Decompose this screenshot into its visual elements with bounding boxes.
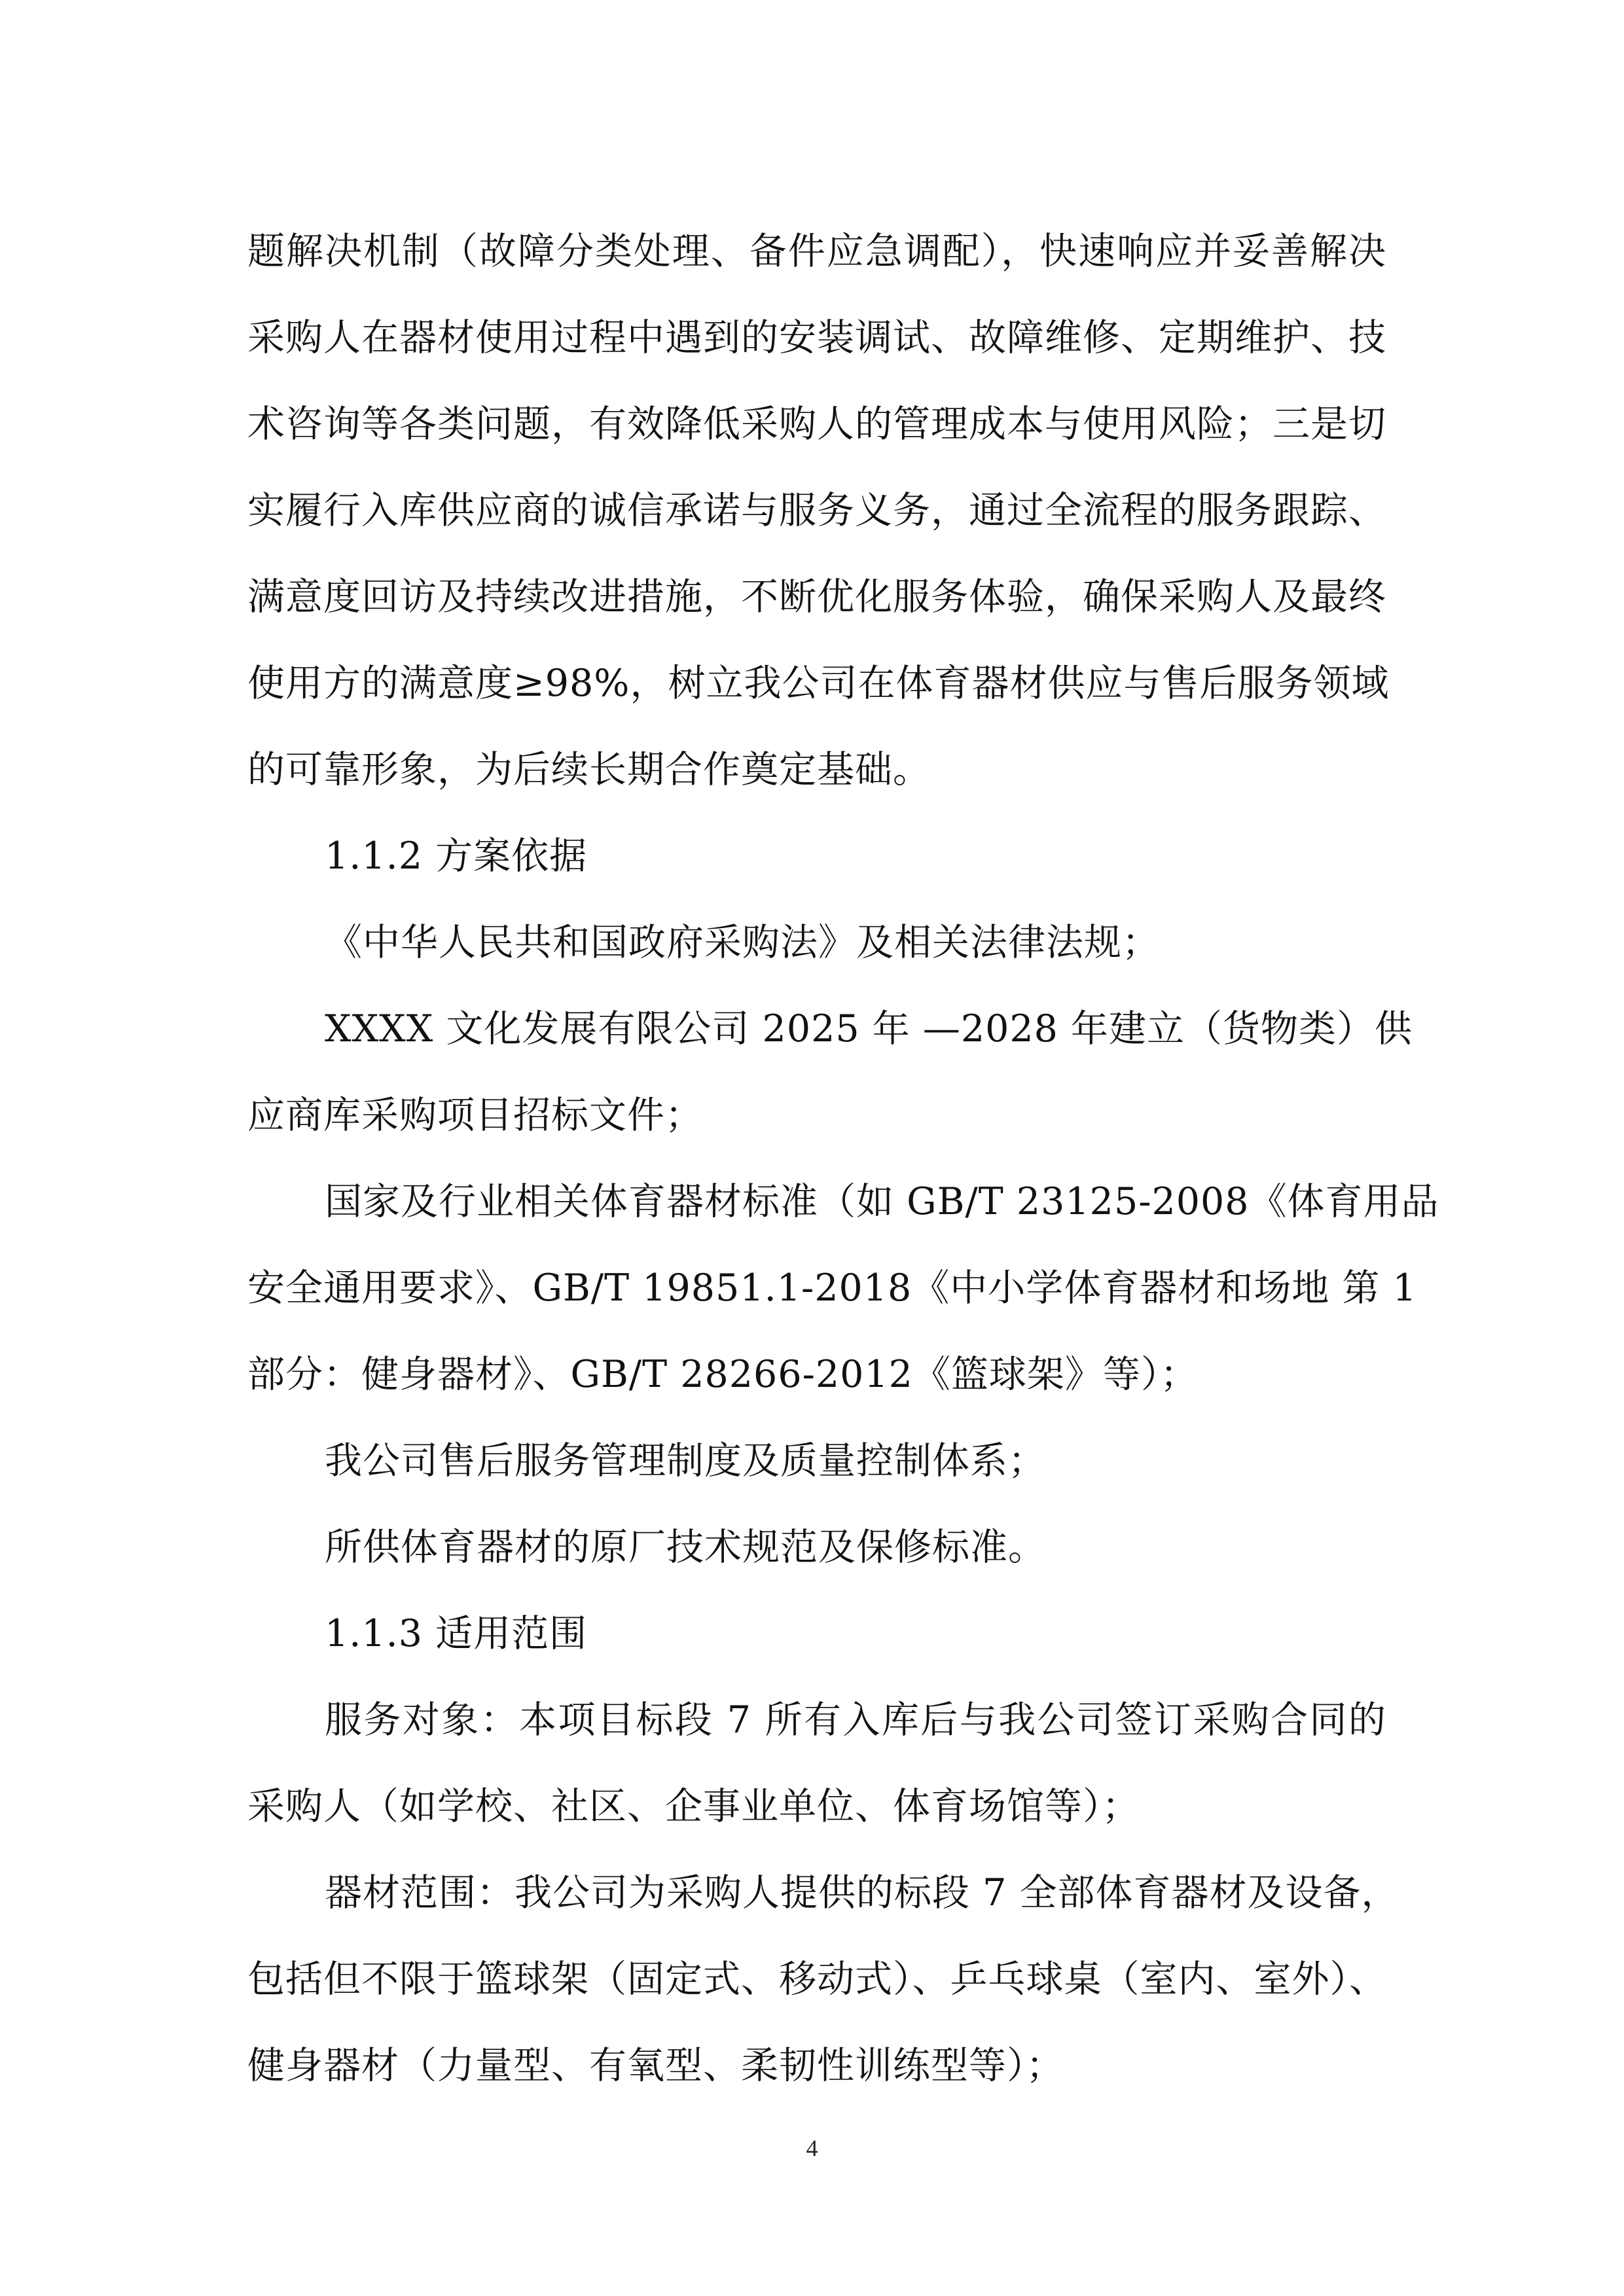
paragraph-line: 器材范围：我公司为采购人提供的标段 7 全部体育器材及设备， (325, 1871, 1399, 1914)
paragraph-line: 《中华人民共和国政府采购法》及相关法律法规； (325, 921, 1160, 964)
paragraph-line: 我公司售后服务管理制度及质量控制体系； (325, 1439, 1046, 1482)
paragraph-line: 采购人（如学校、社区、企事业单位、体育场馆等）； (247, 1785, 1140, 1828)
document-body (247, 208, 1439, 2109)
paragraph-line: 部分：健身器材》、GB/T 28266-2012《篮球架》等）； (247, 1353, 1199, 1396)
section-heading-1-1-2: 1.1.2 方案依据 (325, 834, 588, 878)
paragraph-line: 满意度回访及持续改进措施，不断优化服务体验，确保采购人及最终 (247, 575, 1386, 619)
paragraph-line: 使用方的满意度≥98%，树立我公司在体育器材供应与售后服务领域 (247, 662, 1390, 705)
section-heading-1-1-3: 1.1.3 适用范围 (325, 1612, 588, 1655)
paragraph-line: 应商库采购项目招标文件； (247, 1094, 703, 1137)
paragraph-line: XXXX 文化发展有限公司 2025 年 —2028 年建立（货物类）供 (325, 1007, 1413, 1050)
paragraph-line: 所供体育器材的原厂技术规范及保修标准。 (325, 1526, 1046, 1569)
paragraph-line: 包括但不限于篮球架（固定式、移动式）、乒乓球桌（室内、室外）、 (247, 1958, 1387, 2001)
page-number: 4 (806, 2135, 818, 2161)
paragraph-line: 的可靠形象，为后续长期合作奠定基础。 (247, 748, 931, 791)
paragraph-line: 题解决机制（故障分类处理、备件应急调配），快速响应并妥善解决 (247, 230, 1386, 273)
paragraph-line: 健身器材（力量型、有氧型、柔韧性训练型等）； (247, 2044, 1064, 2087)
paragraph-line: 国家及行业相关体育器材标准（如 GB/T 23125-2008《体育用品 (325, 1180, 1439, 1223)
paragraph-line: 实履行入库供应商的诚信承诺与服务义务，通过全流程的服务跟踪、 (247, 489, 1386, 532)
paragraph-line: 术咨询等各类问题，有效降低采购人的管理成本与使用风险；三是切 (247, 403, 1386, 446)
paragraph-line: 服务对象：本项目标段 7 所有入库后与我公司签订采购合同的 (325, 1698, 1386, 1742)
paragraph-line: 安全通用要求》、GB/T 19851.1-2018《中小学体育器材和场地 第 1 (247, 1266, 1417, 1310)
paragraph-line: 采购人在器材使用过程中遇到的安装调试、故障维修、定期维护、技 (247, 316, 1386, 359)
